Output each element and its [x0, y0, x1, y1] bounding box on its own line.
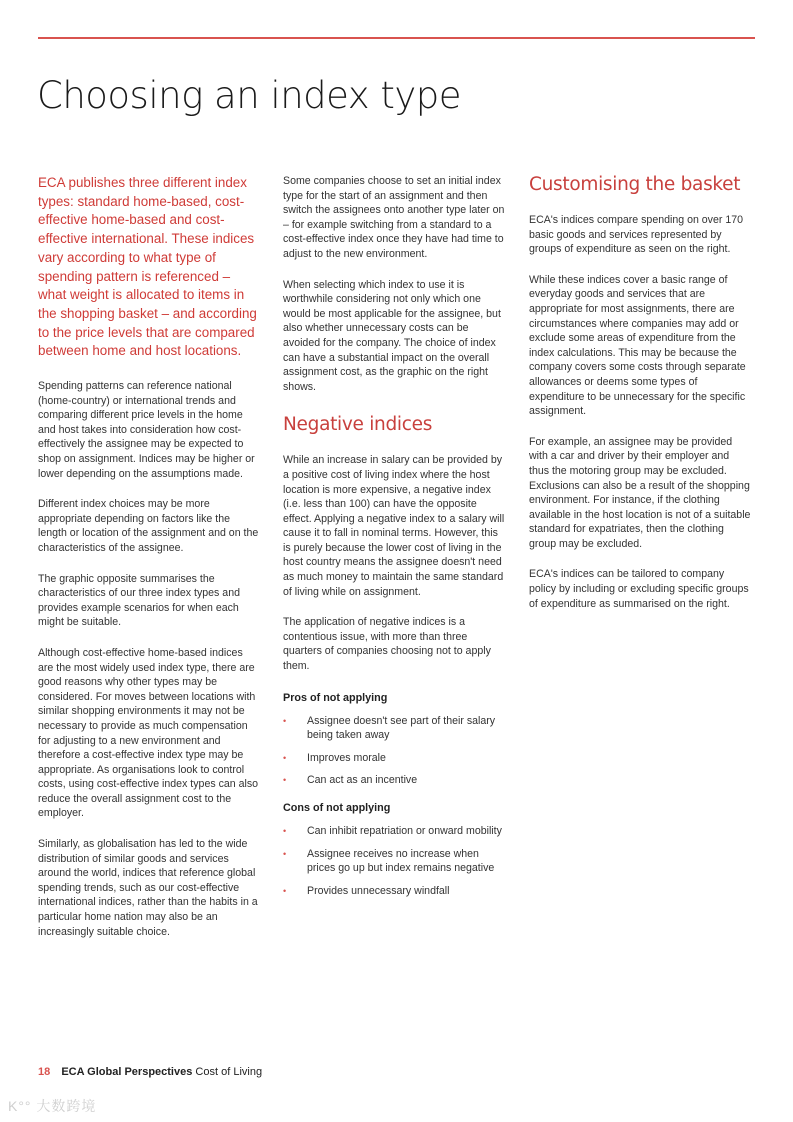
paragraph: While these indices cover a basic range of everyday goods and services that are appropriate for most assignments, there are circumstances where companies may add or exclude some areas of expenditure from the index calculations. This may be because the company covers some costs through separate allowances or deems some types of expenditure to be unnecessary for the specific assignment. — [529, 273, 746, 418]
pros-heading: Pros of not applying — [283, 691, 388, 704]
page-footer — [38, 1066, 262, 1078]
top-rule — [38, 37, 755, 39]
negative-indices-heading: Negative indices — [283, 414, 433, 436]
column-1 — [38, 174, 260, 955]
bullet-icon: • — [283, 848, 287, 859]
cons-heading: Cons of not applying — [283, 802, 391, 814]
paragraph: Although cost-effective home-based indices are the most widely used index type, there are good reasons why other types may be considered. For moves between locations with similar shopping environments it may not be necessary to provide as much compensation for adjusting to a new environment and therefore a cost-effective index type may be appropriate. As organisations look to control costs, using cost-effective index types can also reduce the overall assignment cost to the employer. — [38, 646, 259, 820]
lead-paragraph: ECA publishes three different index types: standard home-based, cost-effective home-based and cost-effective international. These indices vary according to what type of spending pattern is referenced – what weight is allocated to items in the shopping basket – and according to the price levels that are compared between home and host locations. — [38, 175, 257, 359]
paragraph: The application of negative indices is a contentious issue, with more than three quarters of companies choosing not to apply them. — [283, 616, 491, 673]
bullet-icon: • — [283, 885, 287, 896]
watermark: K°° 大数跨境 — [8, 1098, 97, 1114]
page-number: 18 — [38, 1066, 51, 1078]
paragraph: While an increase in salary can be provided by a positive cost of living index where the host location is more expensive, a negative index (i.e. less than 100) can have the opposite effect. Applying a negative index to a salary will cause it to fall in nominal terms. However, this is purely because the lower cost of living in the host country means the assignee doesn't need as much money to maintain the same standard of living while on assignment. — [283, 454, 505, 598]
bullet-icon: • — [283, 826, 287, 836]
section-name: Cost of Living — [195, 1066, 263, 1078]
paragraph: Spending patterns can reference national (home-country) or international trends and comparing different price levels in the home and host takes into consideration how cost-effectively the assignee may be expected to shop on assignment. Indices may be higher or lower depending on the assumptions made. — [38, 380, 255, 480]
list-item: • Provides unnecessary windfall — [283, 884, 450, 897]
paragraph: ECA's indices compare spending on over 170 basic goods and services represented by groups of expenditure as seen on the right. — [529, 214, 744, 256]
cons-list — [283, 824, 505, 898]
paragraph: Some companies choose to set an initial index type for the start of an assignment and then switch the assignees onto another type later on – for example switching from a standard to a cost-effective index once they have had time to adjust to the new environment. — [283, 175, 505, 260]
list-item: • Assignee doesn't see part of their salary being taken away — [283, 714, 496, 742]
pros-list — [283, 714, 505, 788]
page-title: Choosing an index type — [37, 74, 462, 117]
paragraph: ECA's indices can be tailored to company policy by including or excluding specific groups of expenditure as summarised on the right. — [529, 568, 749, 610]
paragraph: Similarly, as globalisation has led to the wide distribution of similar goods and services around the world, indices that reference global spending trends, such as our cost-effective international indices, rather than the habits in a particular home nation may also be an increasingly suitable choice. — [38, 838, 258, 938]
paragraph: For example, an assignee may be provided with a car and driver by their employer and thus the motoring group may be excluded. Exclusions can also be a result of the shopping environment. For instance, if the clothing available in the host location is not of a suitable standard for expatriates, then the clothing group may be excluded. — [529, 435, 751, 550]
bullet-icon: • — [283, 715, 287, 726]
list-item: • Improves morale — [283, 751, 386, 764]
paragraph: The graphic opposite summarises the characteristics of our three index types and provides example scenarios for when each might be suitable. — [38, 572, 240, 629]
customising-basket-heading: Customising the basket — [529, 174, 741, 195]
bullet-icon: • — [283, 752, 287, 763]
list-item: • Can inhibit repatriation or onward mobility — [283, 825, 502, 837]
paragraph: Different index choices may be more appropriate depending on factors like the length or location of the assignment and on the characteristics of the assignee. — [38, 498, 259, 554]
list-item: • Can act as an incentive — [283, 774, 418, 787]
column-2 — [283, 174, 505, 912]
bullet-icon: • — [283, 775, 287, 786]
paragraph: When selecting which index to use it is worthwhile considering not only which one would be most applicable for the assignee, but also whether unnecessary costs can be avoided for the company. The choice of index can have a substantial impact on the overall assignment cost, as the graphic on the right shows. — [283, 278, 501, 393]
list-item: • Assignee receives no increase when prices go up but index remains negative — [283, 847, 495, 875]
publication-name: ECA Global Perspectives — [61, 1066, 193, 1078]
column-3 — [529, 174, 751, 627]
